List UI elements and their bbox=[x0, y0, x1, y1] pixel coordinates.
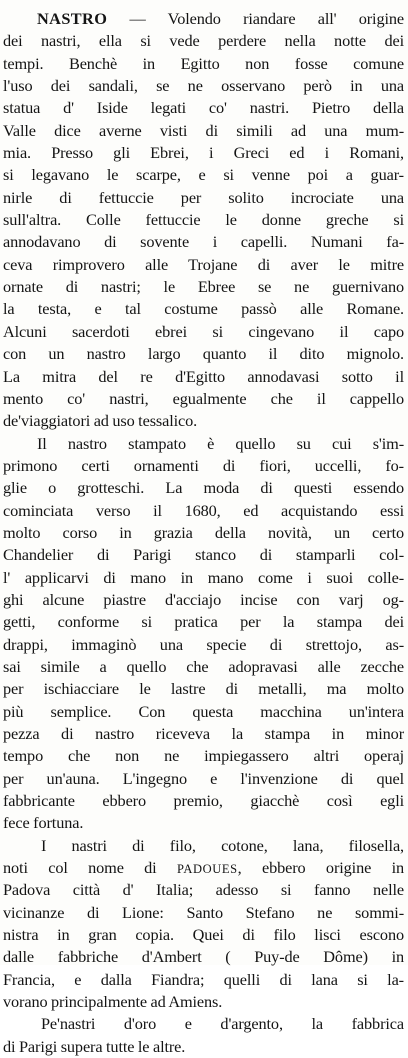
text-line: nirle di fettuccie per solito incrociate una bbox=[3, 187, 404, 207]
text-line: molto corso in grazia della novità, un certo bbox=[3, 522, 404, 542]
text-line: La mitra del re d'Egitto annodavasi sotto il bbox=[3, 366, 404, 386]
paragraph-printed-ribbon bbox=[3, 433, 404, 835]
text-line: getti, conforme si pratica per la stampa dei bbox=[3, 612, 404, 632]
text-line: annodavano di sovente i capelli. Numani fa- bbox=[3, 232, 404, 252]
text-line: tempo che non ne impiegassero altri operaj bbox=[3, 746, 404, 766]
text-line: di Parigi supera tutte le altre. bbox=[3, 1036, 186, 1056]
article-column bbox=[3, 8, 404, 1058]
term-padoues: PADOUES bbox=[176, 862, 238, 877]
text-line: più semplice. Con questa macchina un'intera bbox=[3, 701, 404, 721]
text-line: Padova città d' Italia; adesso si fanno nelle bbox=[3, 880, 404, 900]
text-line: per un'auna. L'ingegno e l'invenzione di quel bbox=[3, 768, 404, 788]
paragraph-nastro-origins bbox=[3, 8, 404, 433]
text-line: vicinanze di Lione: Santo Stefano ne sommi- bbox=[3, 902, 404, 922]
text-line: fece fortuna. bbox=[3, 813, 84, 833]
text-line: ceva rimprovero alle Trojane di aver le mitre bbox=[3, 254, 404, 274]
text-line: con un nastro largo quanto il dito mignolo. bbox=[3, 344, 404, 364]
text-line: de'viaggiatori ad uso tessalico. bbox=[3, 411, 198, 431]
text-line: noti col nome di PADOUES, ebbero origine in bbox=[3, 858, 404, 878]
text-line: Chandelier di Parigi stanco di stamparli col- bbox=[3, 545, 404, 565]
text-line: drappi, immaginò una specie di strettojo, as- bbox=[3, 634, 404, 654]
paragraph-padoues bbox=[3, 835, 404, 1014]
headword: NASTRO bbox=[37, 9, 108, 28]
text-line: sai simile a quello che adopravasi alle zecche bbox=[3, 656, 404, 676]
text-line: Valle dice averne visti di simili ad una mum- bbox=[3, 120, 404, 140]
text-line: I nastri di filo, cotone, lana, filosella, bbox=[41, 835, 404, 855]
text-line: mia. Presso gli Ebrei, i Greci ed i Romani, bbox=[3, 143, 404, 163]
text-line: ghi alcune piastre d'acciajo incise con varj og- bbox=[3, 589, 404, 609]
text-line: cominciata verso il 1680, ed acquistando essi bbox=[3, 500, 404, 520]
text-line: primono certi ornamenti di fiori, uccelli, fo- bbox=[3, 455, 404, 475]
paragraph-gold-silver bbox=[3, 1013, 404, 1058]
text-line: dei nastri, ella si vede perdere nella notte dei bbox=[3, 31, 404, 51]
text-line: l'uso dei sandali, se ne osservano però in una bbox=[3, 76, 404, 96]
text-line: Pe'nastri d'oro e d'argento, la fabbrica bbox=[41, 1014, 404, 1034]
text-line: Alcuni sacerdoti ebrei si cingevano il capo bbox=[3, 321, 404, 341]
text-line: ornate di nastri; le Ebree se ne guernivano bbox=[3, 277, 404, 297]
text-line: statua d' Iside legati co' nastri. Pietro della bbox=[3, 98, 404, 118]
text-line: Il nastro stampato è quello su cui s'im- bbox=[37, 433, 404, 453]
text-line: per ischiacciare le lastre di metalli, ma molto bbox=[3, 679, 404, 699]
text-line: si legavano le scarpe, e si venne poi a guar- bbox=[3, 165, 404, 185]
text-line: dalle fabbriche d'Ambert ( Puy-de Dôme) in bbox=[3, 947, 404, 967]
text-line: glie o grotteschi. La moda di questi essendo bbox=[3, 478, 404, 498]
text-line: pezza di nastro riceveva la stampa in minor bbox=[3, 724, 404, 743]
text-line: sull'altra. Colle fettuccie le donne greche si bbox=[3, 210, 404, 230]
text-line: mento co' nastri, egualmente che il cappello bbox=[3, 388, 404, 408]
text-line: fabbricante ebbero premio, giacchè così egli bbox=[3, 791, 404, 811]
text-line: nistra in gran copia. Quei di filo lisci escono bbox=[3, 925, 404, 945]
text-line: tempi. Benchè in Egitto non fosse comune bbox=[3, 53, 404, 73]
text-line: la testa, e tal costume passò alle Romane. bbox=[3, 299, 404, 319]
text-line: l' applicarvi di mano in mano come i suoi colle- bbox=[3, 567, 404, 587]
text-line: Francia, e dalla Fiandra; quelli di lana si la- bbox=[3, 969, 404, 989]
text-line: NASTRO — Volendo riandare all' origine bbox=[37, 9, 404, 28]
text-line: vorano principalmente ad Amiens. bbox=[3, 992, 223, 1012]
